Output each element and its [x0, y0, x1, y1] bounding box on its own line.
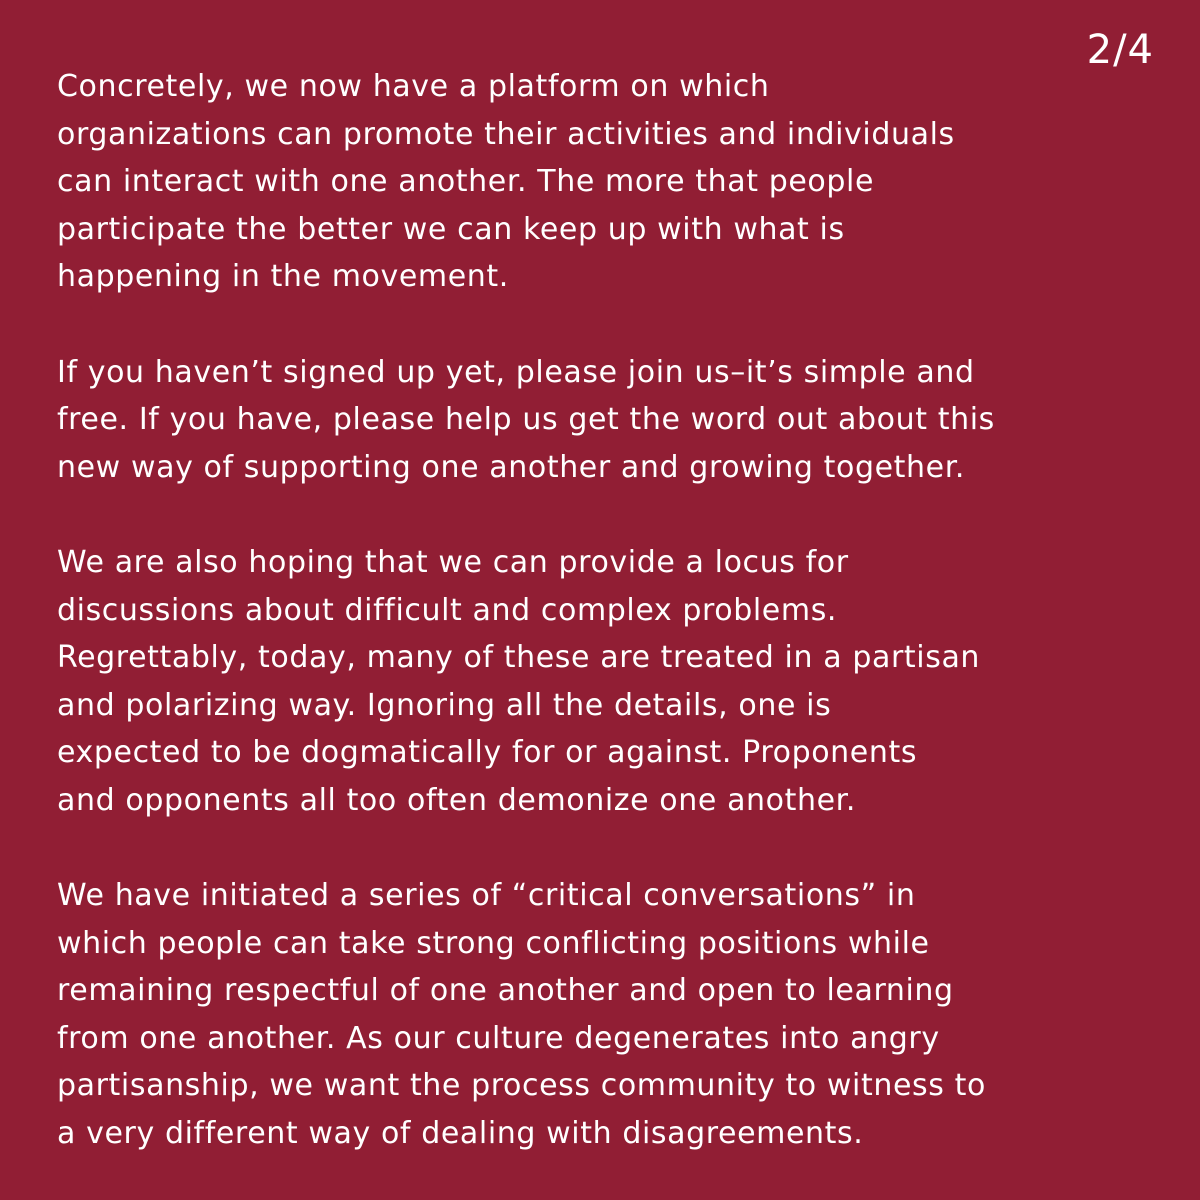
- paragraph-critical-conversations: We have initiated a series of “critical conversations” in which people can take strong conflicting positions while remaining respectful of one another and open to learning from one another. As our culture degenerates into angry partisanship, we want the process community to witness to a very different way of dealing with disagreements.: [57, 878, 986, 1151]
- paragraph-platform: Concretely, we now have a platform on which organizations can promote their activities and individuals can interact with one another. The more that people participate the better we can keep up with what is happening in the movement.: [57, 69, 955, 294]
- page-indicator: 2/4: [1086, 27, 1154, 73]
- body-text: [57, 63, 1167, 1157]
- paragraph-sign-up: If you haven’t signed up yet, please join us–it’s simple and free. If you have, please help us get the word out about this new way of supporting one another and growing together.: [57, 354, 995, 485]
- paragraph-discussions: We are also hoping that we can provide a locus for discussions about difficult and complex problems. Regrettably, today, many of these are treated in a partisan and polarizing way. Ignoring all the details, one is expected to be dogmatically for or against. Proponents and opponents all too often demonize one another.: [57, 545, 981, 818]
